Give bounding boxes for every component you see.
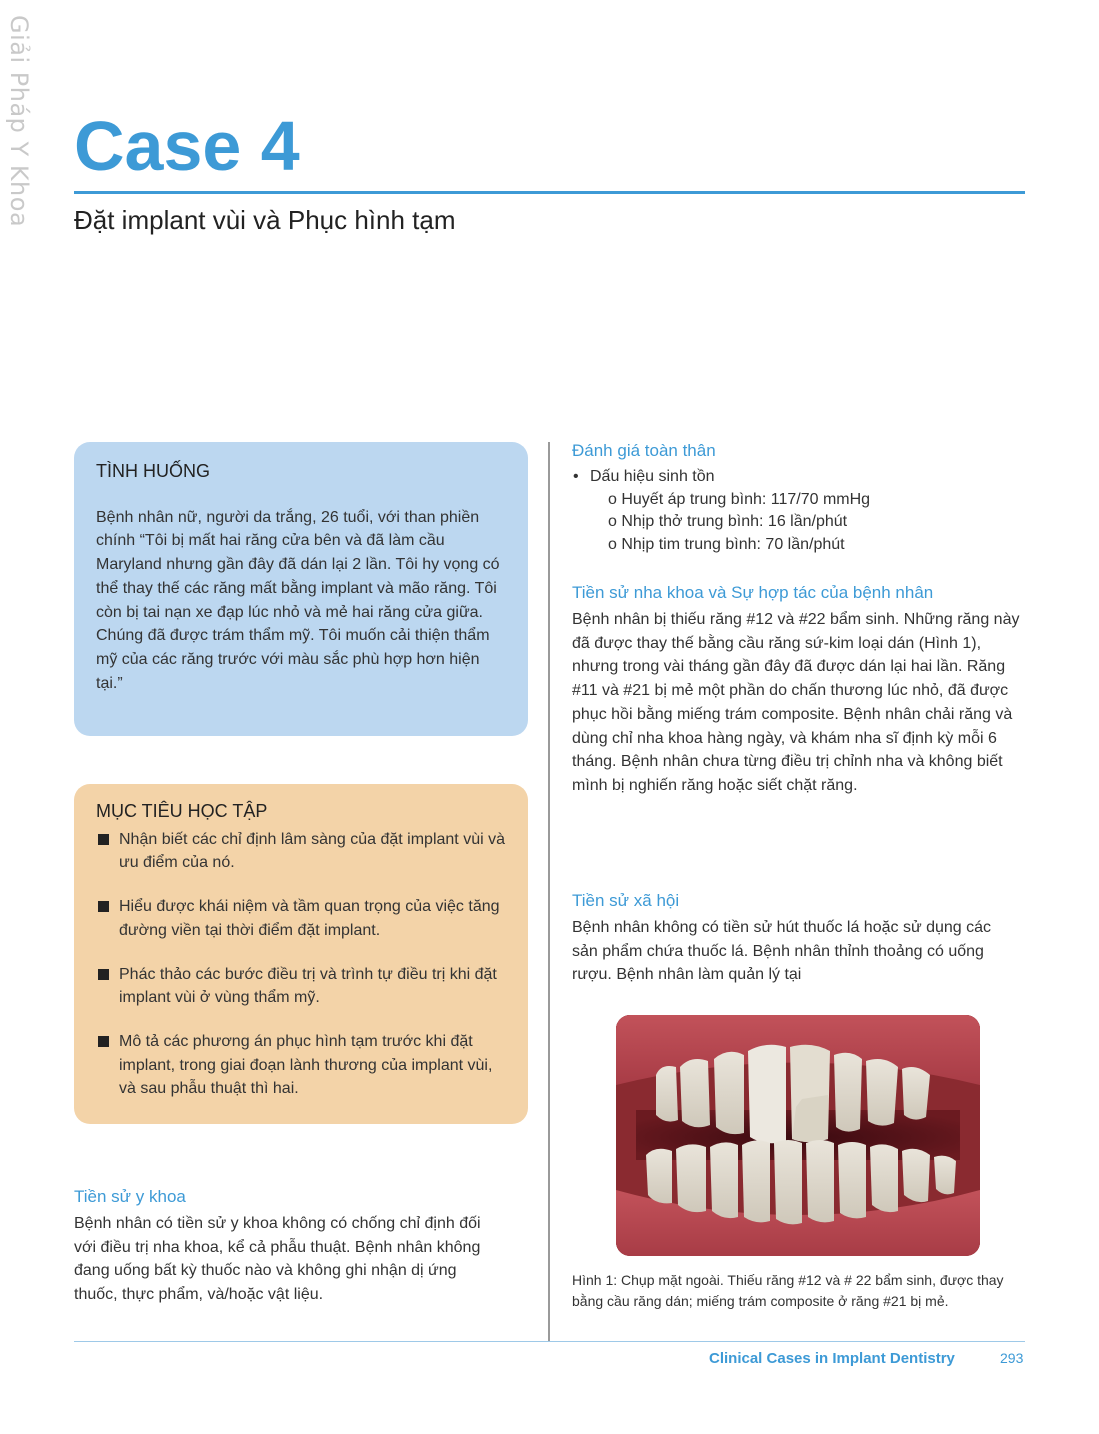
figure-caption: Hình 1: Chụp mặt ngoài. Thiếu răng #12 và # 22 bẩm sinh, được thay bằng cầu răng dán; miếng trám composite ở răng #21 bị mẻ. bbox=[572, 1272, 1004, 1309]
objectives-box bbox=[74, 784, 528, 1124]
square-bullet-icon bbox=[98, 1036, 109, 1047]
objective-item bbox=[96, 828, 506, 875]
footer-book-title: Clinical Cases in Implant Dentistry bbox=[709, 1350, 955, 1367]
dental-history-title: Tiền sử nha khoa và Sự hợp tác của bệnh nhân bbox=[572, 583, 934, 602]
objective-text: Hiểu được khái niệm và tầm quan trọng của việc tăng đường viền tại thời điểm đặt implant. bbox=[119, 898, 500, 939]
vital-sign-item: o Huyết áp trung bình: 117/70 mmHg bbox=[608, 490, 871, 508]
objective-item bbox=[96, 963, 506, 1010]
teeth-illustration bbox=[616, 1015, 980, 1256]
objectives-heading: MỤC TIÊU HỌC TẬP bbox=[96, 801, 268, 821]
square-bullet-icon bbox=[98, 834, 109, 845]
vital-sign-item: o Nhịp thở trung bình: 16 lần/phút bbox=[608, 513, 848, 530]
situation-text: Bệnh nhân nữ, người da trắng, 26 tuổi, với than phiền chính “Tôi bị mất hai răng cửa bên và đã làm cầu Maryland nhưng gần đây đã dán lại 2 lần. Tôi hy vọng có thể thay thế các răng mất bằng implant và mão răng. Tôi còn bị tai nạn xe đạp lúc nhỏ và mẻ hai răng cửa giữa. Chúng đã được trám thẩm mỹ. Tôi muốn cải thiện thẩm mỹ của các răng trước với màu sắc phù hợp hơn hiện tại.” bbox=[96, 508, 500, 692]
title-divider bbox=[74, 191, 1025, 194]
general-assessment-title: Đánh giá toàn thân bbox=[572, 441, 716, 460]
medical-history-title: Tiền sử y khoa bbox=[74, 1187, 186, 1206]
objectives-list bbox=[96, 828, 506, 1101]
objective-item bbox=[96, 895, 506, 942]
vital-signs-label: Dấu hiệu sinh tồn bbox=[590, 468, 715, 485]
objective-text: Mô tả các phương án phục hình tạm trước khi đặt implant, trong giai đoạn lành thương của implant vùi, và sau phẫu thuật thì hai. bbox=[119, 1032, 493, 1098]
social-history-text: Bệnh nhân không có tiền sử hút thuốc lá hoặc sử dụng các sản phẩm chứa thuốc lá. Bệnh nhân thỉnh thoảng có uống rượu. Bệnh nhân làm quản lý tại bbox=[572, 919, 992, 984]
footer-divider bbox=[74, 1341, 1025, 1342]
bullet-dot-icon: • bbox=[573, 468, 579, 485]
objective-text: Phác thảo các bước điều trị và trình tự điều trị khi đặt implant vùi ở vùng thẩm mỹ. bbox=[119, 965, 497, 1007]
watermark-text: Giải Pháp Y Khoa bbox=[5, 15, 33, 228]
square-bullet-icon bbox=[98, 969, 109, 980]
chapter-subtitle: Đặt implant vùi và Phục hình tạm bbox=[74, 205, 456, 235]
vital-sign-item: o Nhịp tim trung bình: 70 lần/phút bbox=[608, 535, 845, 553]
social-history-title: Tiền sử xã hội bbox=[572, 891, 680, 910]
medical-history-text: Bệnh nhân có tiền sử y khoa không có chống chỉ định đối với điều trị nha khoa, kể cả phẫu thuật. Bệnh nhân không đang uống bất kỳ thuốc nào và không ghi nhận dị ứng thuốc, thực phẩm, và/hoặc vật liệu. bbox=[74, 1215, 481, 1304]
vital-signs-list bbox=[572, 466, 870, 556]
column-divider bbox=[548, 442, 550, 1342]
situation-heading: TÌNH HUỐNG bbox=[96, 461, 210, 481]
vital-signs-bullet bbox=[572, 466, 870, 489]
objective-item bbox=[96, 1030, 506, 1101]
teeth-photo bbox=[616, 1015, 980, 1256]
objective-text: Nhận biết các chỉ định lâm sàng của đặt implant vùi và ưu điểm của nó. bbox=[119, 830, 505, 872]
square-bullet-icon bbox=[98, 901, 109, 912]
case-title: Case 4 bbox=[74, 107, 300, 185]
situation-box bbox=[74, 442, 528, 736]
dental-history-text: Bệnh nhân bị thiếu răng #12 và #22 bẩm sinh. Những răng này đã được thay thế bằng cầu răng sứ-kim loại dán (Hình 1), nhưng trong vài tháng gần đây đã được dán lại hai lần. Răng #11 và #21 bị mẻ một phần do chấn thương lúc nhỏ, đã được phục hồi bằng miếng trám composite. Bệnh nhân chải răng và dùng chỉ nha khoa hàng ngày, và khám nha sĩ định kỳ mỗi 6 tháng. Bệnh nhân chưa từng điều trị chỉnh nha và không biết mình bị nghiến răng hoặc siết chặt răng. bbox=[572, 611, 1020, 794]
page-number: 293 bbox=[1000, 1350, 1024, 1366]
